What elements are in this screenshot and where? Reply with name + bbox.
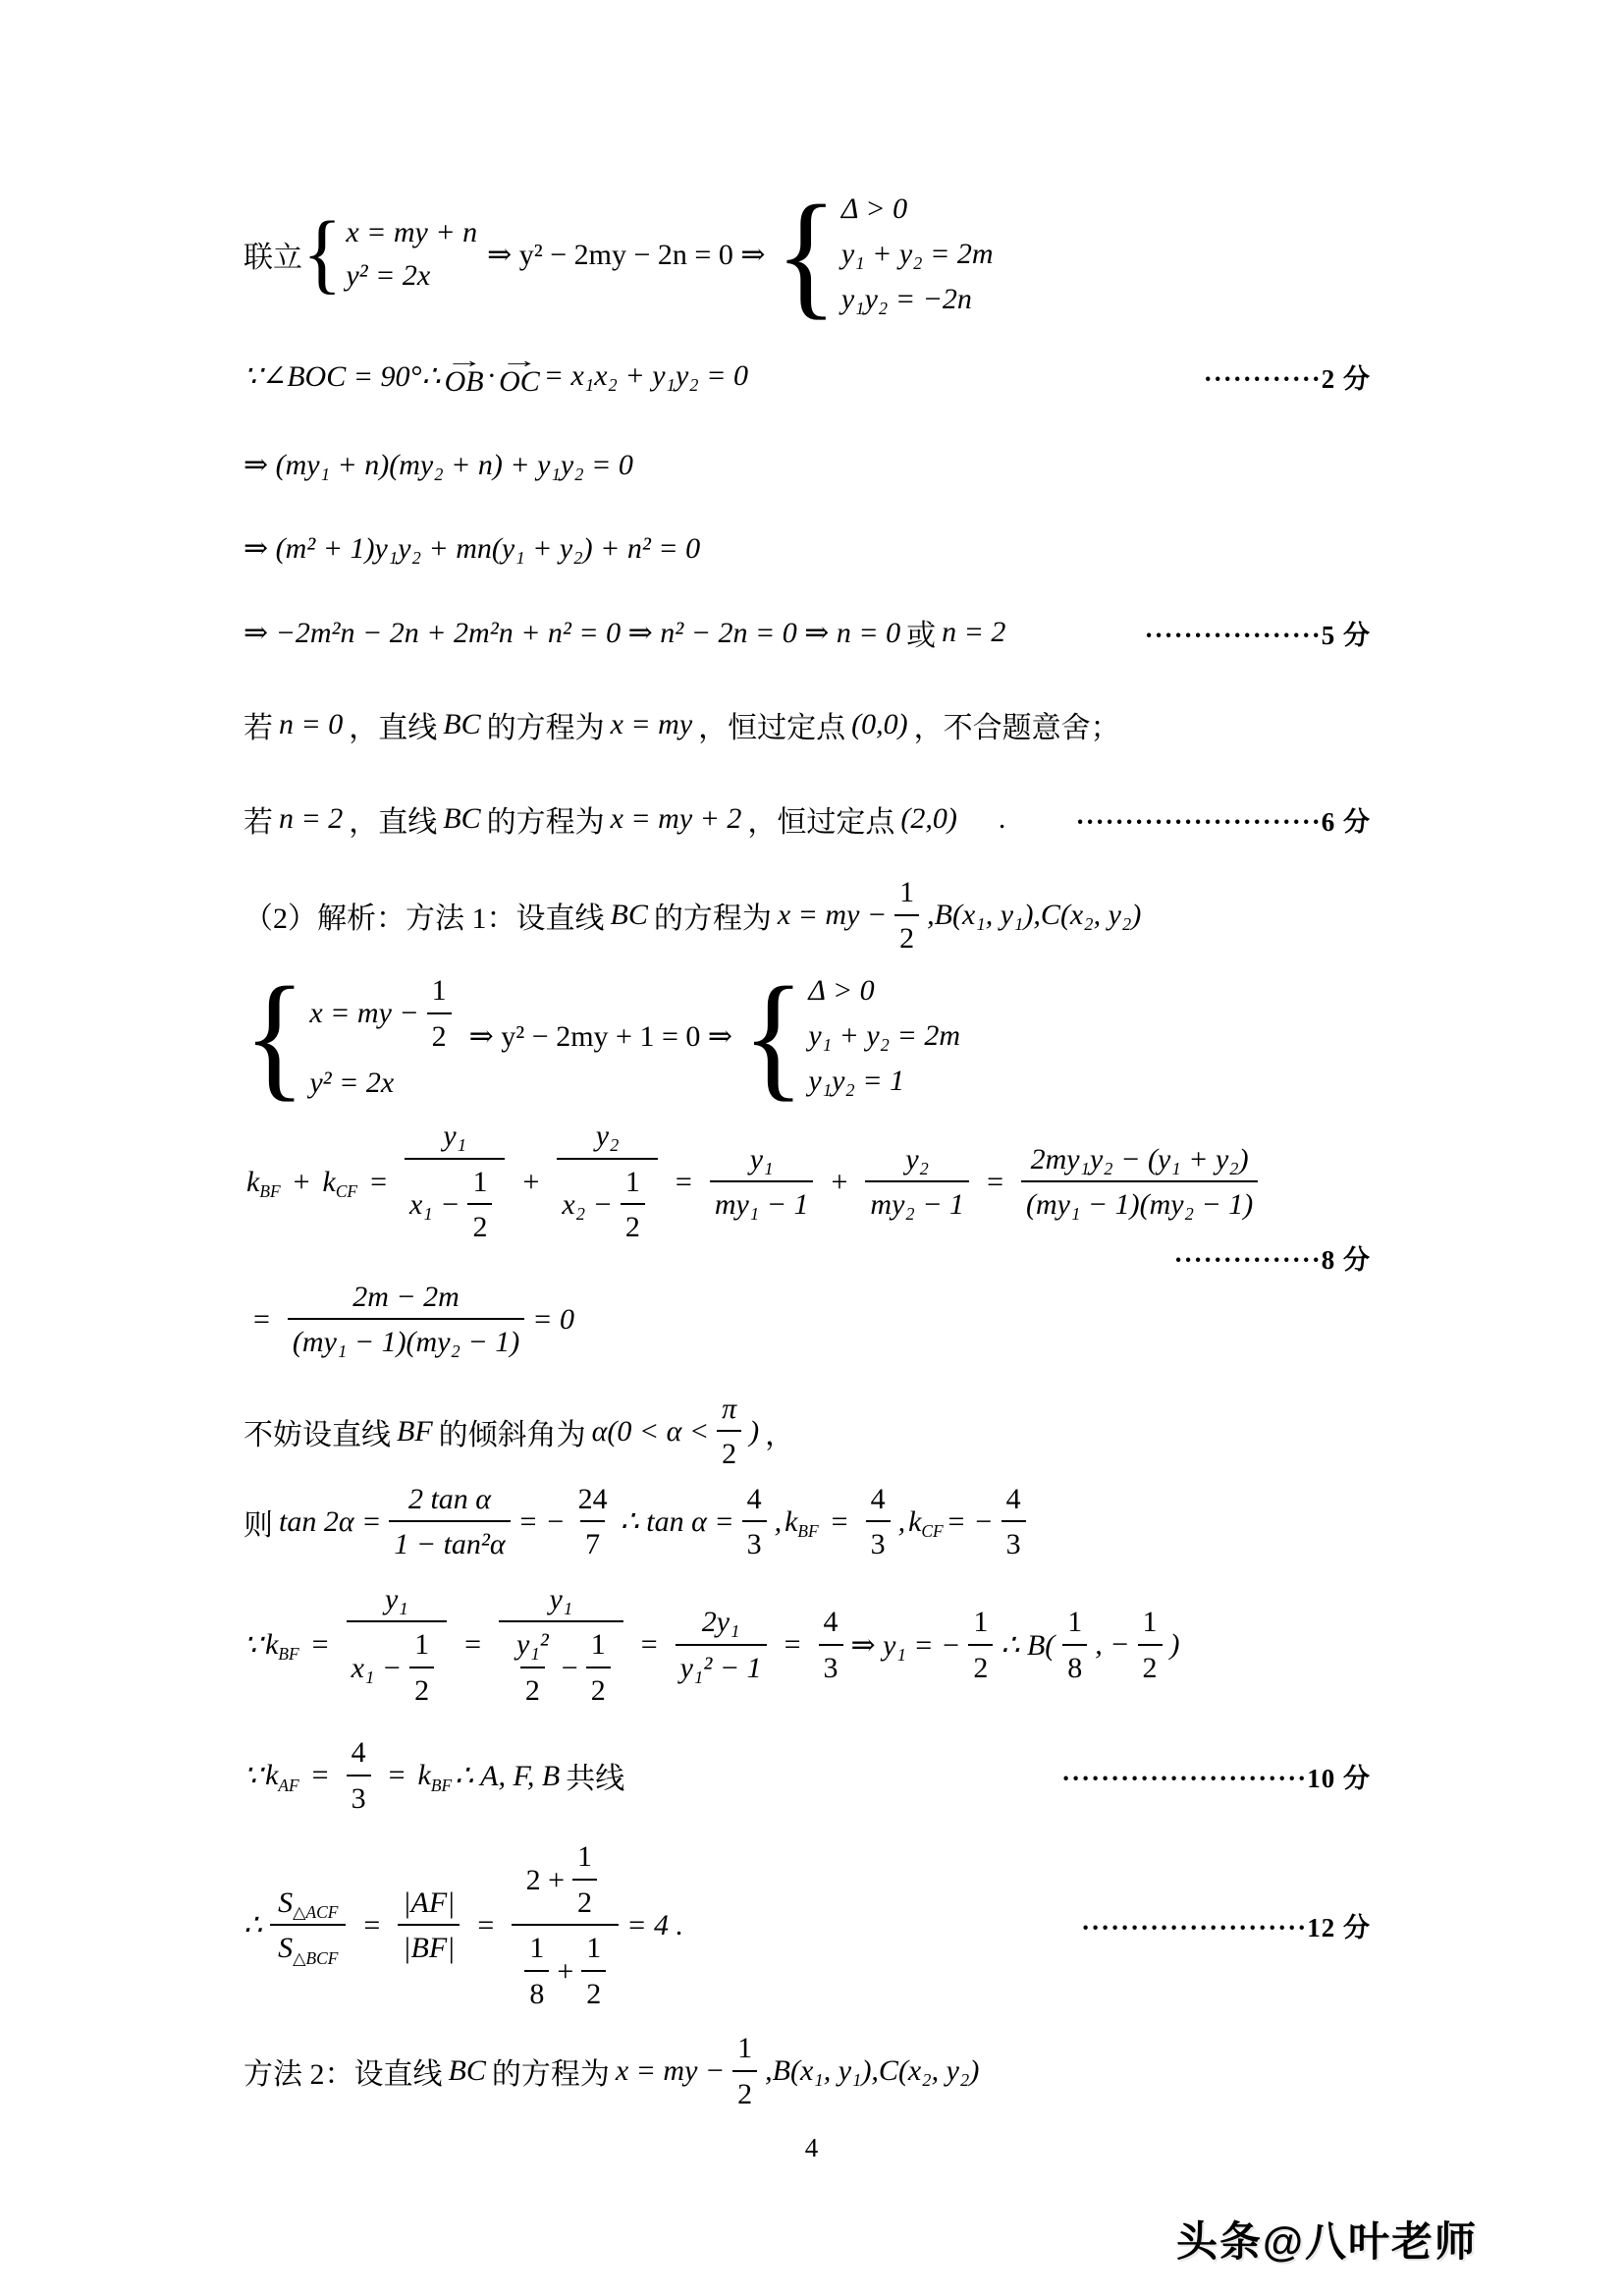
solution-content (243, 175, 1371, 2112)
text-line-case-n2: 若 n = 2 ，直线 BC 的方程为 x = my + 2 ，恒过定点 (2,0) . ·························6 分 (243, 797, 1371, 841)
fraction: $\frac{2m - 2m}{\text{(my₁ − 1)(my₂ − 1)}}$ (288, 1279, 524, 1361)
k-BF: k $_{BF}$ (246, 1165, 281, 1201)
score-marker-2: ············2 分 (1203, 363, 1371, 394)
implication-chain: ⇒ y² − 2my − 2n = 0 ⇒ (487, 238, 766, 271)
fraction: y₁ x₁ − $\frac{1}{2}$ (405, 1118, 506, 1246)
equation-system-right (742, 957, 961, 1115)
fraction: $\frac{\text{2y₁}}{\text{y₁² − 1}}$ (676, 1604, 767, 1686)
fraction (270, 1885, 346, 1967)
fraction: $\frac{4}{3}$ (742, 1481, 767, 1563)
math-run: ⇒ −2m²n − 2n + 2m²n + n² = 0 ⇒ n² − 2n = 0 ⇒ n = 0 (243, 616, 901, 649)
S-BCF: S $_{\triangle BCF}$ (278, 1932, 339, 1968)
fraction: $\frac{1}{2}$ (427, 972, 452, 1055)
text-line-method2: 方法 2：设直线 BC 的方程为 x = my − $\frac{1}{2}$ ,B(x₁, y₁),C(x₂, y₂) (243, 2030, 1371, 2112)
k-BF: k $_{BF}$ (417, 1759, 453, 1795)
fraction: $\frac{1}{2}$ (1138, 1604, 1163, 1686)
k-CF: k $_{CF}$ (322, 1165, 358, 1201)
fraction: y₁ y₁² 2 − $\frac{1}{2}$ (499, 1581, 623, 1710)
left-brace: { (775, 175, 838, 332)
vector-OC: → OC (499, 349, 540, 398)
equation-system-left (302, 204, 478, 304)
S-ACF: S $_{\triangle ACF}$ (278, 1886, 339, 1923)
fraction: y₁² 2 (512, 1626, 554, 1709)
equation-system-right (775, 175, 994, 332)
formula-line-expand-1 (243, 448, 1371, 482)
system-row: x = my − $\frac{1}{2}$ (309, 972, 459, 1055)
math-run: ⇒ (m² + 1)y₁y₂ + mn(y₁ + y₂) + n² = 0 (243, 532, 701, 566)
score-marker-6: ·························6 分 (1075, 806, 1371, 837)
fraction: $\frac{24}{7}$ (573, 1481, 613, 1563)
fraction: $\frac{4}{3}$ (1001, 1481, 1026, 1563)
system-row: y₁y₂ = −2n (840, 283, 972, 315)
fraction: $\frac{\text{2 tan α}}{\text{1 − tan²α}}$ (389, 1481, 510, 1563)
fraction: $\frac{1}{2}$ (581, 1930, 606, 2012)
math-run: ∵∠BOC = 90°∴ (243, 359, 441, 393)
vector-arrow-icon: → (500, 349, 539, 372)
formula-line-tan2a: 则 tan 2α = $\frac{\text{2 tan α}}{\text{1 − tan²α}}$ = − $\frac{24}{7}$ ∴ tan α = $\frac{4}{3}$ , k $_{BF}$ = $\frac{4}{3}$ , k $_{CF}$ = − $\frac{4}{3}$ (243, 1481, 1371, 1563)
formula-line-dot-product (243, 349, 1371, 398)
formula-line-slope-sum: k $_{BF}$ + k $_{CF}$ = y₁ x₁ − $\frac{1}{2}$ + y₂ x₂ − $\frac{1}{2}$ = $\frac{\text{y₁}}{\text{my₁ − 1}}$ + $\frac{\text{y₂}}{\text{my₂ − 1}}$ = $\frac{\text{2my₁y₂ − (y₁ + y₂)}}{\text{(my₁ − 1)(my₂ − 1)}}$ (243, 1118, 1371, 1246)
system-row: x = my + n (346, 216, 478, 248)
cdot-operator: · (487, 359, 496, 393)
fraction: $\frac{4}{3}$ (866, 1481, 891, 1563)
label-lianli: 联立 (243, 242, 302, 274)
system-row: Δ > 0 (808, 974, 875, 1008)
left-brace: { (243, 957, 306, 1115)
fraction: $\frac{1}{2}$ (409, 1626, 434, 1709)
fraction: $\frac{1}{2}$ (732, 2030, 757, 2112)
fraction: $\frac{\text{y₂}}{\text{my₂ − 1}}$ (865, 1141, 969, 1224)
left-brace: { (302, 204, 343, 304)
fraction: $\frac{1}{2}$ (968, 1604, 993, 1686)
score-marker-12: ·······················12 分 (1081, 1913, 1371, 1943)
fraction: $\frac{\text{2my₁y₂ − (y₁ + y₂)}}{\text{(my₁ − 1)(my₂ − 1)}}$ (1021, 1141, 1258, 1224)
fraction: $\frac{4}{3}$ (347, 1734, 371, 1817)
system-row: y₁ + y₂ = 2m (808, 1019, 961, 1053)
k-CF: k $_{CF}$ (908, 1504, 944, 1542)
text-line-part2-method1: （2）解析：方法 1：设直线 BC 的方程为 x = my − $\frac{1}{2}$ ,B(x₁, y₁),C(x₂, y₂) (243, 874, 1371, 957)
system-row: y² = 2x (346, 259, 431, 292)
system-row: y² = 2x (309, 1066, 395, 1100)
sentence-period: . (998, 802, 1006, 836)
k-BF: k $_{BF}$ (784, 1504, 819, 1542)
formula-line-solve-y1: ∵ k $_{BF}$ = y₁ x₁ − $\frac{1}{2}$ = y₁ y₁² 2 − $\frac{1}{2}$ = $\frac{\text{2y₁}}{\text{y₁² − 1}}$ = $\frac{4}{3}$ ⇒ y₁ = − $\frac{1}{2}$ ∴ B( 1 8 , − $\frac{1}{2}$ ) (243, 1581, 1371, 1710)
fraction: y₁ x₁ − $\frac{1}{2}$ (347, 1581, 448, 1710)
formula-line-collinear: ∵ k $_{AF}$ = $\frac{4}{3}$ = k $_{BF}$ ∴ A, F, B 共线 ·························10 分 (243, 1734, 1371, 1817)
math-run: = x₁x₂ + y₁y₂ = 0 (543, 359, 748, 393)
vector-arrow-icon: → (445, 349, 483, 372)
formula-line-expand-2 (243, 531, 1371, 566)
fraction: π 2 (717, 1391, 741, 1473)
k-BF: k $_{BF}$ (265, 1628, 299, 1665)
or-label: 或 (906, 620, 937, 653)
system-row: Δ > 0 (840, 192, 908, 225)
formula-line-slope-sum-result: = $\frac{2m - 2m}{\text{(my₁ − 1)(my₂ − 1)}}$ = 0 (243, 1279, 1371, 1361)
fraction: $\frac{1}{2}$ (572, 1838, 597, 1921)
fraction: $\frac{1}{2}$ (586, 1626, 611, 1709)
score-marker-5: ··················5 分 (1144, 620, 1371, 650)
fraction: 1 8 (524, 1930, 549, 2012)
fraction: $\frac{1}{2}$ (894, 874, 919, 957)
formula-line-system-2 (243, 957, 1371, 1115)
watermark: 头条@八叶老师 (1176, 2218, 1478, 2265)
left-brace: { (742, 957, 805, 1115)
math-run: ⇒ (my₁ + n)(my₂ + n) + y₁y₂ = 0 (243, 449, 633, 482)
equation-system-left (243, 957, 460, 1115)
math-run: n = 2 (942, 616, 1006, 649)
fraction: $\frac{|AF|}{|BF|}$ (398, 1885, 460, 1967)
system-row: y₁ + y₂ = 2m (840, 238, 994, 270)
fraction: $\frac{4}{3}$ (819, 1604, 843, 1686)
fraction: 1 8 (1062, 1604, 1087, 1686)
score-marker-8: ···············8 分 (1173, 1244, 1371, 1275)
formula-line-simultaneous-system (243, 175, 1371, 332)
fraction: $\frac{1}{2}$ (621, 1164, 645, 1246)
implication-chain: ⇒ y² − 2my + 1 = 0 ⇒ (468, 1019, 733, 1053)
fraction: $\frac{\text{y₁}}{\text{my₁ − 1}}$ (710, 1141, 814, 1224)
fraction: 2 + $\frac{1}{2}$ 1 8 + $\frac{1}{2}$ (512, 1838, 619, 2012)
text-line-case-n0: 若 n = 0 ，直线 BC 的方程为 x = my ，恒过定点 (0,0) ，不合题意舍； (243, 708, 1120, 745)
fraction: y₂ x₂ − $\frac{1}{2}$ (557, 1118, 658, 1246)
formula-line-area-ratio: ∴ S $_{\triangle ACF}$ S $_{\triangle BCF}$ = $\frac{|AF|}{|BF|}$ = 2 + $\frac{1}{2}$ 1 8 + $\frac{1}{2}$ = 4 . ·······················12 分 (243, 1838, 1371, 2012)
system-row: y₁y₂ = 1 (808, 1065, 905, 1098)
vector-OB: → OB (444, 349, 484, 398)
score-marker-10: ·························10 分 (1061, 1763, 1371, 1793)
formula-line-solve-n (243, 611, 1371, 654)
k-AF: k $_{AF}$ (265, 1759, 299, 1795)
fraction: $\frac{1}{2}$ (467, 1164, 492, 1246)
page-number: 4 (804, 2133, 819, 2162)
text-line-inclination-angle: 不妨设直线 BF 的倾斜角为 α(0 < α < π 2 ) ， (243, 1391, 1371, 1473)
